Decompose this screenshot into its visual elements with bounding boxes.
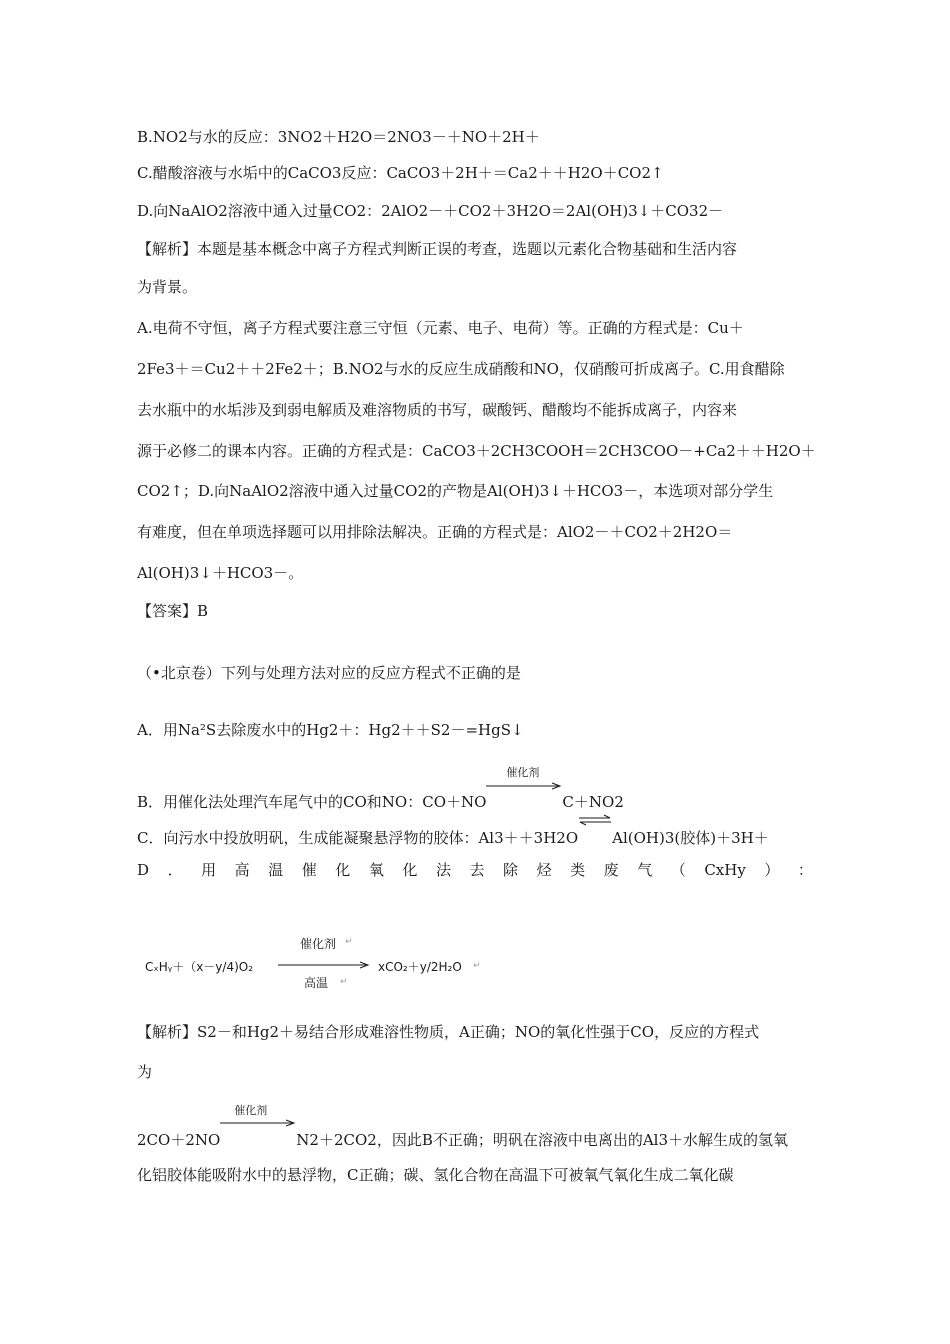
equation-products: xCO₂＋y/2H₂O — [378, 960, 462, 974]
catalyst-arrow — [486, 766, 562, 807]
option-b-products: C＋NO2 — [562, 793, 624, 811]
catalyst-label: 催化剂 — [506, 766, 540, 779]
equilibrium-arrows-icon — [578, 814, 612, 826]
equation-reactants: CₓHᵧ＋（x－y/4)O₂ — [145, 960, 254, 974]
analysis-2-line-3 — [137, 1104, 789, 1150]
condition-above: 催化剂 — [300, 937, 337, 951]
option-d-char: 废 — [603, 861, 619, 879]
option-d-char: 温 — [268, 861, 284, 879]
option-c-line: C.醋酸溶液与水垢中的CaCO3反应：CaCO3＋2H＋＝Ca2＋＋H2O＋CO2↑ — [137, 164, 664, 182]
explanation-line-5: CO2↑；D.向NaAlO2溶液中通入过量CO2的产物是Al(OH)3↓＋HCO3－，本选项对部分学生 — [137, 482, 774, 500]
equilibrium-arrow — [578, 823, 612, 843]
explanation-line-2: 2Fe3＋＝Cu2＋＋2Fe2＋；B.NO2与水的反应生成硝酸和NO，仅硝酸可折成离子。C.用食醋除 — [137, 360, 785, 378]
explanation-line-6: 有难度，但在单项选择题可以用排除法解决。正确的方程式是：AlO2－＋CO2＋2H2O＝ — [137, 523, 733, 541]
question-2-option-a: A．用Na²S去除废水中的Hg2＋：Hg2＋＋S2－=HgS↓ — [137, 721, 524, 739]
analysis-1-line-2: 为背景。 — [137, 278, 198, 296]
option-d-char: ： — [797, 861, 813, 879]
option-d-char: 催 — [301, 861, 317, 879]
option-c-reactants: C．向污水中投放明矾，生成能凝聚悬浮物的胶体：Al3＋＋3H2O — [137, 829, 579, 847]
condition-below: 高温 — [304, 976, 329, 990]
option-d-char: 类 — [570, 861, 586, 879]
option-d-char: 高 — [234, 861, 250, 879]
explanation-line-3: 去水瓶中的水垢涉及到弱电解质及难溶物质的书写，碳酸钙、醋酸均不能拆成离子，内容来 — [137, 401, 738, 419]
option-d-char: ） — [764, 861, 780, 879]
option-d-line: D.向NaAlO2溶液中通入过量CO2：2AlO2－＋CO2＋3H2O＝2Al(OH)3↓＋CO32－ — [137, 202, 724, 220]
question-2-option-b — [137, 766, 624, 812]
catalyst-label-2: 催化剂 — [234, 1104, 268, 1117]
option-d-char: 化 — [402, 861, 418, 879]
question-2-option-d — [137, 860, 813, 880]
option-d-char: （ — [670, 861, 686, 879]
analysis-1-line-1: 【解析】本题是基本概念中离子方程式判断正误的考查，选题以元素化合物基础和生活内容 — [137, 240, 738, 258]
option-d-char: CxHy — [704, 861, 746, 879]
catalyst-arrow-2 — [220, 1104, 296, 1145]
option-d-char: D — [137, 861, 150, 879]
analysis-2-line-3-rest: N2＋2CO2，因此B不正确；明矾在溶液中电离出的Al3＋水解生成的氢氧 — [296, 1131, 789, 1149]
reaction-arrow-icon — [278, 960, 370, 970]
right-arrow-icon — [486, 781, 562, 791]
option-b-line: B.NO2与水的反应：3NO2＋H2O＝2NO3－＋NO＋2H＋ — [137, 128, 540, 146]
option-d-char: ． — [167, 861, 183, 879]
option-d-char: 用 — [201, 861, 217, 879]
explanation-line-7: Al(OH)3↓＋HCO3－。 — [137, 564, 304, 582]
explanation-line-1: A.电荷不守恒，离子方程式要注意三守恒（元素、电子、电荷）等。正确的方程式是：Cu＋ — [137, 319, 744, 337]
analysis-2-line-2: 为 — [137, 1063, 153, 1081]
option-c-products: Al(OH)3(胶体)＋3H＋ — [612, 829, 769, 847]
paragraph-mark: ↵ — [345, 937, 353, 947]
paragraph-mark: ↵ — [340, 977, 348, 987]
question-2-option-c — [137, 823, 769, 848]
option-d-char: 氧 — [368, 861, 384, 879]
equation-reactants-2: 2CO＋2NO — [137, 1131, 221, 1149]
analysis-2-line-4: 化铝胶体能吸附水中的悬浮物，C正确；碳、氢化合物在高温下可被氧气氧化生成二氧化碳 — [137, 1166, 734, 1184]
answer-1: 【答案】B — [137, 602, 209, 620]
option-b-reactants: B．用催化法处理汽车尾气中的CO和NO：CO＋NO — [137, 793, 487, 811]
analysis-2-line-1: 【解析】S2－和Hg2＋易结合形成难溶性物质，A正确；NO的氧化性强于CO，反应的方程式 — [137, 1023, 760, 1041]
option-d-char: 去 — [469, 861, 485, 879]
option-d-char: 除 — [503, 861, 519, 879]
option-d-char: 化 — [335, 861, 351, 879]
question-2-stem: （•北京卷）下列与处理方法对应的反应方程式不正确的是 — [137, 664, 521, 682]
paragraph-mark: ↵ — [473, 961, 481, 971]
option-d-char: 法 — [435, 861, 451, 879]
explanation-line-4: 源于必修二的课本内容。正确的方程式是：CaCO3＋2CH3COOH＝2CH3COO－+Ca2＋＋H2O＋ — [137, 442, 816, 460]
option-d-char: 烃 — [536, 861, 552, 879]
right-arrow-icon — [220, 1118, 296, 1128]
option-d-char: 气 — [637, 861, 653, 879]
